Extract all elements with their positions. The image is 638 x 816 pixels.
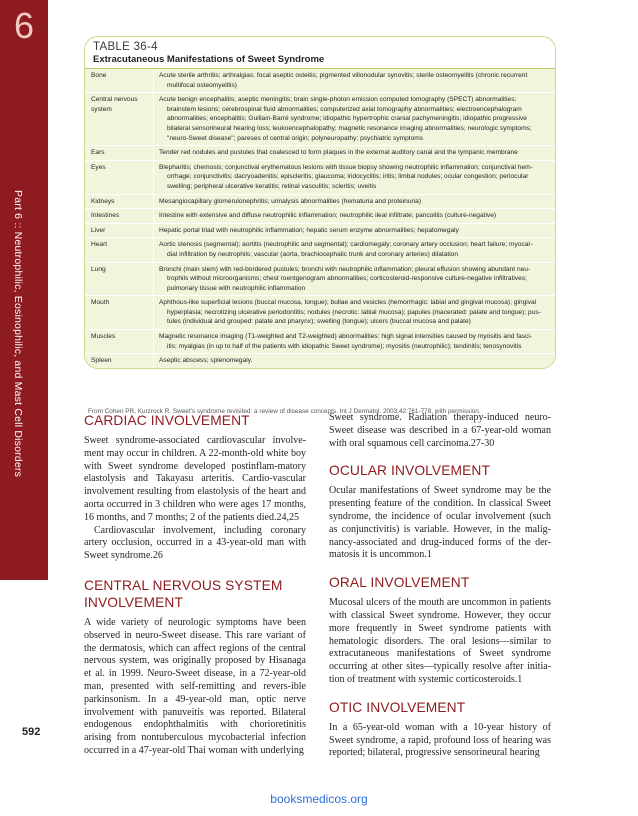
table-body	[85, 68, 555, 368]
manifestation-line: orrhage; conjunctivitis; dacryoadenitis; episcleritis; glaucoma; iridocyclitis; iritis; limbal nodules; ocular congestion; periocular	[167, 173, 529, 181]
organ-cell: Liver	[85, 224, 154, 238]
manifestation-line: multifocal osteomyelitis)	[167, 81, 237, 89]
organ-cell: Intestines	[85, 209, 154, 223]
manifestation-cell	[154, 296, 555, 329]
table-title: Extracutaneous Manifestations of Sweet Syndrome	[93, 54, 325, 65]
table-row	[85, 223, 555, 238]
paragraph-ocular: Ocular manifestations of Sweet syndrome may be the presenting feature of the condition. In classical Sweet syndrome, the incidence of ocular involvement (such as conjunctivitis) is variable. However, in the malig-nancy-associated and drug-induced forms of the der-matosis it is uncommon.1	[329, 485, 551, 561]
heading-ocular: OCULAR INVOLVEMENT	[329, 463, 491, 479]
part-title: Part 6 :: Neutrophilic, Eosinophilic, and Mast Cell Disorders	[12, 190, 24, 478]
manifestations-table	[84, 36, 556, 369]
table-row	[85, 69, 555, 92]
manifestation-cell	[154, 224, 555, 238]
paragraph-continued: Sweet syndrome. Radiation therapy-induced neuro-Sweet disease was described in a 67-year-old woman with oral squamous cell carcinoma.27-30	[329, 412, 551, 449]
manifestation-line: pulmonary tissue with neutrophilic inflammation	[167, 284, 306, 292]
organ-cell: Muscles	[85, 330, 154, 353]
organ-cell: Lung	[85, 263, 154, 296]
manifestation-cell	[154, 330, 555, 353]
table-header	[85, 37, 555, 68]
paragraph-cardiac-2: Cardiovascular involvement, including coronary artery occlusion, occurred in a 43-year-old man with Sweet syndrome.26	[84, 524, 306, 562]
manifestation-cell	[154, 195, 555, 209]
watermark-link[interactable]: booksmedicos.org	[270, 792, 368, 806]
table-footnote: From Cohen PR, Kurzrock R. Sweet's syndrome revisited: a review of disease concepts. Int J Dermatol. 2003;42:761-778, with permission.	[88, 408, 481, 415]
manifestation-line: swelling; peripheral ulcerative keratitis; retinal vasculitis; scleritis; uveitis	[167, 182, 377, 190]
paragraph-cns: A wide variety of neurologic symptoms have been observed in neuro-Sweet disease. This rare variant of the dermatosis, which can affect regions of the central nervous system, was originally proposed by Hisanaga et al. in 1999. Neuro-Sweet disease, in a 72-year-old man, presented with self-remitting and revers-ible parkinsonism. In a 49-year-old man, optic nerve involvement with panuveitis was reported. Bilateral endogenous endophthalmitis with chorioretinitis arising from nontuberculous mycobacterial infection occurred in a 47-year-old Thai woman with underlying	[84, 616, 306, 756]
paragraph-cardiac-1: Sweet syndrome-associated cardiovascular involve-ment may occur in children. A 22-month-old white boy with Sweet syndrome developed postinflam-matory elastolysis and Takayasu arteritis. Cardio-vascular involvement resulting from elastolysis of the heart and aorta occurred in 3 children who were ages 17 months, 16 months, and 7 months; 2 of the patients died.24,25	[84, 435, 306, 523]
part-sidebar	[0, 0, 48, 580]
manifestation-cell	[154, 354, 555, 368]
table-row	[85, 295, 555, 329]
manifestation-line: Intestine with extensive and diffuse neutrophilic inflammation; neutrophilic ileal infiltrate; pancolitis (culture-negative)	[159, 212, 497, 220]
page-number: 592	[22, 726, 41, 738]
table-row	[85, 353, 555, 368]
manifestation-cell	[154, 238, 555, 261]
right-column	[329, 412, 551, 760]
manifestation-cell	[154, 263, 555, 296]
manifestation-line: Aortic stenosis (segmental); aortitis (neutrophilic and segmental); cardiomegaly; coronary artery occlusion; heart failure; myocar-	[159, 241, 533, 249]
table-number: TABLE 36-4	[93, 41, 158, 53]
paragraph-oral: Mucosal ulcers of the mouth are uncommon in patients with classical Sweet syndrome. However, they occur more frequently in Sweet syndrome patients with hematologic disorders. The oral lesions—similar to extracutaneous manifestations of Sweet syndrome occurring at other sites—typically resolve after initia-tion of treatment with systemic corticosteroids.1	[329, 597, 551, 685]
manifestation-line: tules (individual and grouped: palate and pharynx); swelling (tongue); ulcers (buccal mucosa and palate)	[167, 318, 471, 326]
manifestation-line: Aseptic abscess; splenomegaly.	[159, 357, 253, 365]
manifestation-line: Tender red nodules and pustules that coalesced to form plaques in the external auditory canal and the tympanic membrane	[159, 149, 518, 157]
manifestation-line: abnormalities; encephalitis; Guillain-Barré syndrome; idiopathic hypertrophic cranial pachymeningitis; idiopathic progressive	[167, 115, 527, 123]
table-row	[85, 237, 555, 261]
manifestation-line: Mesangiocapillary glomerulonephritis; urinalysis abnormalities (hematuria and proteinuria)	[159, 197, 422, 205]
manifestation-line: Acute sterile arthritis; arthralgias; focal aseptic osteitis; pigmented villonodular synovitis; sterile osteomyelitis (chronic recurrent	[159, 72, 528, 79]
manifestation-line: brainstem lesions; cerebrospinal fluid abnormalities; computerized axial tomography abnormalities; electroencephalogram	[167, 105, 522, 113]
part-number: 6	[13, 5, 35, 46]
organ-cell: Bone	[85, 69, 154, 92]
table-row	[85, 145, 555, 160]
manifestation-line: Aphthous-like superficial lesions (buccal mucosa, tongue); bullae and vesicles (hemorrhagic: labial and gingival mucosa); gingival	[159, 299, 537, 307]
paragraph-otic: In a 65-year-old woman with a 10-year history of Sweet syndrome, a rapid, profound loss of hearing was reported; bilateral, progressive sensorineural hearing	[329, 721, 551, 759]
manifestation-line: "neuro-Sweet disease"; pareses of central origin; polyneuropathy; psychiatric symptoms	[167, 134, 424, 142]
table-row	[85, 329, 555, 353]
manifestation-cell	[154, 69, 555, 92]
manifestation-cell	[154, 209, 555, 223]
manifestation-line: hyperplasia; necrotizing ulcerative periodontitis; nodules (necrotic: labial mucosa); papules (macerated: palate and tongue); pus-	[167, 308, 541, 316]
manifestation-line: itis; myalgias (in up to half of the patients with idiopathic Sweet syndrome); myositis (neutrophilic); tendinitis; tenosynovitis	[167, 342, 522, 350]
manifestation-cell	[154, 146, 555, 160]
table-row	[85, 160, 555, 194]
manifestation-line: Bronchi (main stem) with red-bordered pustules; bronchi with neutrophilic inflammation; pleural effusion showing abundant neu-	[159, 265, 531, 273]
organ-cell: Kidneys	[85, 195, 154, 209]
table-row	[85, 92, 555, 145]
table-row	[85, 194, 555, 209]
heading-cardiac: CARDIAC INVOLVEMENT	[84, 413, 250, 428]
table-row	[85, 262, 555, 296]
left-column	[84, 412, 306, 758]
heading-otic: OTIC INVOLVEMENT	[329, 699, 466, 715]
organ-cell: Heart	[85, 238, 154, 261]
manifestation-cell	[154, 93, 555, 145]
manifestation-cell	[154, 161, 555, 194]
manifestation-line: Acute benign encephalitis; aseptic meningitis; brain single-photon emission computed tomography (SPECT) abnormalities;	[159, 96, 517, 104]
manifestation-line: bilateral sensorineural hearing loss; leukoencephalopathy; magnetic resonance imaging abnormalities; neurologic symptoms;	[167, 124, 532, 132]
heading-oral: ORAL INVOLVEMENT	[329, 575, 470, 591]
manifestation-line: dial infiltration by neutrophils; vascular (aorta, brachiocephalic trunk and coronary arteries) dilatation	[167, 250, 459, 258]
organ-cell: Eyes	[85, 161, 154, 194]
organ-cell: Ears	[85, 146, 154, 160]
manifestation-line: Blepharitis; chemosis; conjunctival erythematous lesions with tissue biopsy showing neutrophilic inflammation; conjunctival hem-	[159, 163, 533, 171]
manifestation-line: Hepatic portal triad with neutrophilic inflammation; hepatic serum enzyme abnormalities; hepatomegaly	[159, 226, 459, 234]
manifestation-line: trophils without microorganisms; chest roentgenogram abnormalities; corticosteroid-responsive culture-negative infiltratives;	[167, 275, 527, 283]
table-row	[85, 208, 555, 223]
manifestation-line: Magnetic resonance imaging (T1-weighted and T2-weighted) abnormalities: high signal intensities caused by myositis and fasci-	[159, 333, 532, 341]
organ-cell: Central nervous system	[85, 93, 154, 145]
organ-cell: Spleen	[85, 354, 154, 368]
heading-cns: CENTRAL NERVOUS SYSTEM INVOLVEMENT	[84, 577, 283, 610]
organ-cell: Mouth	[85, 296, 154, 329]
